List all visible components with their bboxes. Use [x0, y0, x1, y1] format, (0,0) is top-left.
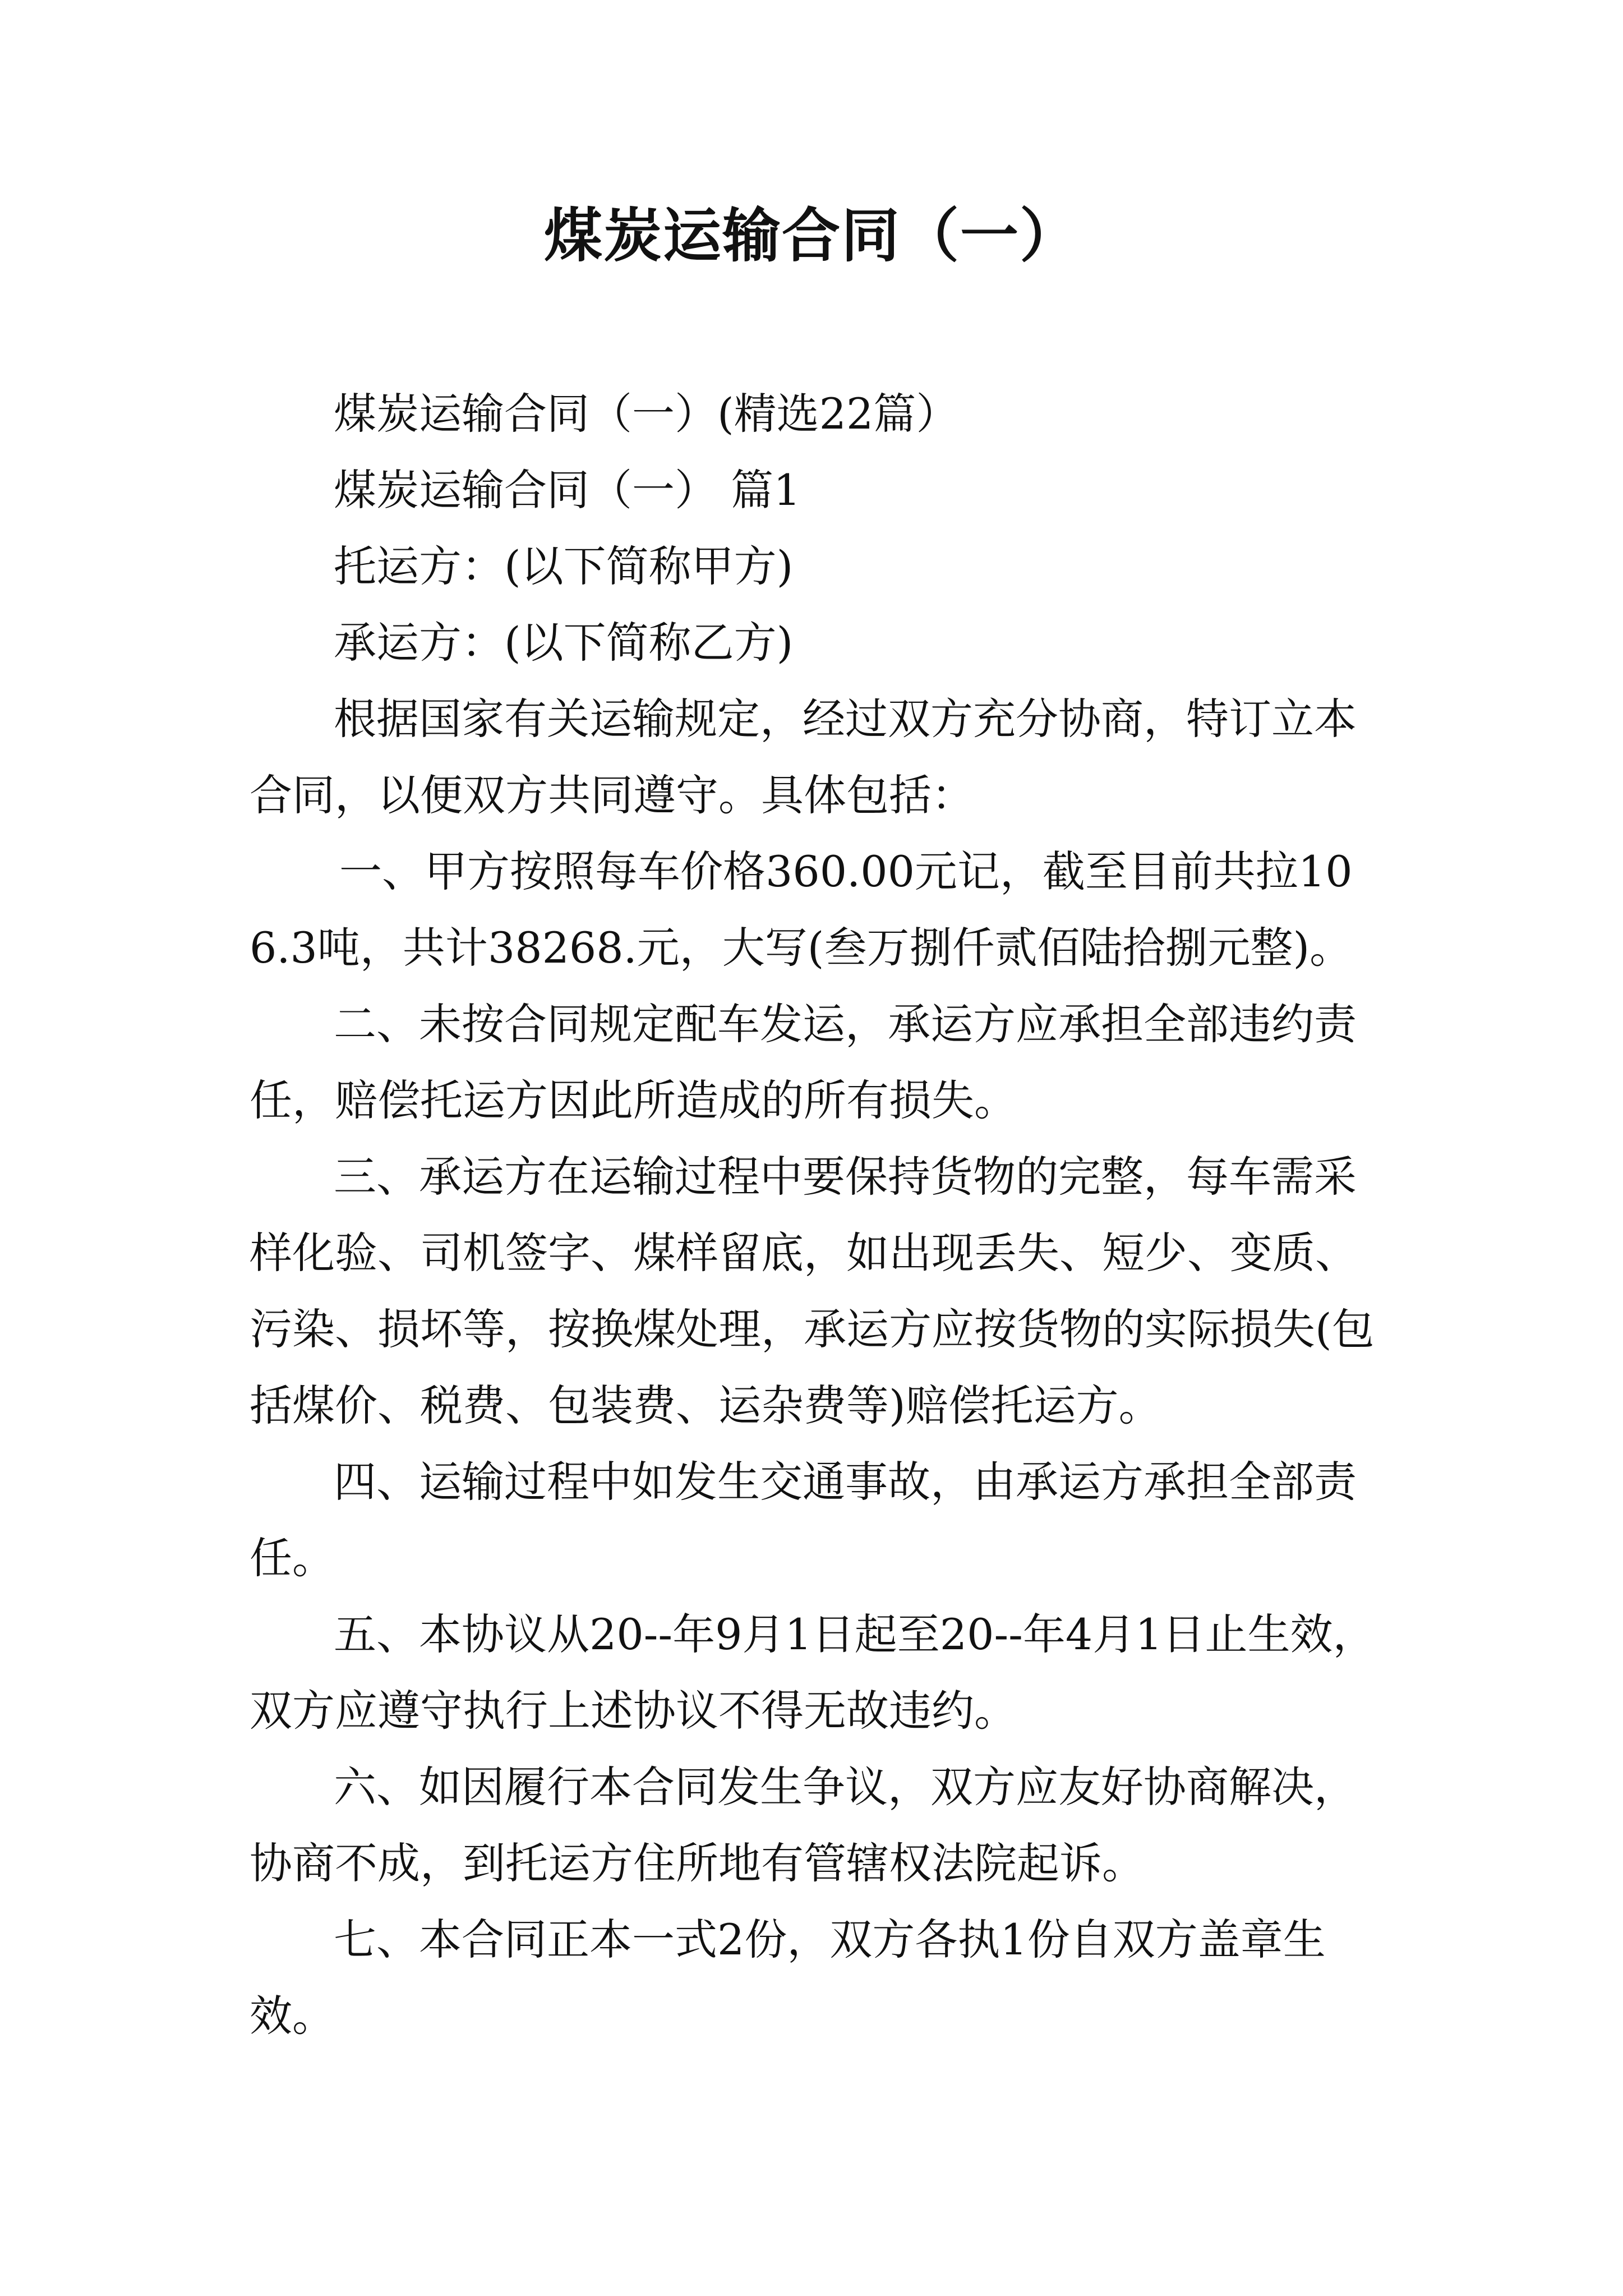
paragraph-clause-1: 一、甲方按照每车价格360.00元记，截至目前共拉106.3吨，共计38268.元，大写(叁万捌仟贰佰陆拾捌元整)。: [250, 846, 1353, 973]
paragraph-clause-2: 二、未按合同规定配车发运，承运方应承担全部违约责任，赔偿托运方因此所造成的所有损失。: [250, 999, 1357, 1125]
paragraph-clause-6: 六、如因履行本合同发生争议，双方应友好协商解决，协商不成，到托运方住所地有管辖权法院起诉。: [250, 1762, 1357, 1888]
document-body: [250, 376, 1388, 2054]
paragraph-carrier: 承运方：(以下简称乙方): [334, 618, 794, 668]
paragraph-clause-7: 七、本合同正本一式2份，双方各执1份自双方盖章生效。: [250, 1915, 1326, 2041]
paragraph-clause-3: 三、承运方在运输过程中要保持货物的完整，每车需采样化验、司机签字、煤样留底，如出现丢失、短少、变质、污染、损坏等，按换煤处理，承运方应按货物的实际损失(包括煤价、税费、包装费、运杂费等)赔偿托运方。: [250, 1152, 1375, 1430]
paragraph-section-heading: 煤炭运输合同（一） 篇1: [334, 465, 801, 515]
paragraph-clause-4: 四、运输过程中如发生交通事故，由承运方承担全部责任。: [250, 1457, 1357, 1583]
paragraph-preamble: 根据国家有关运输规定，经过双方充分协商，特订立本合同，以便双方共同遵守。具体包括：: [250, 694, 1357, 820]
paragraph-subtitle: 煤炭运输合同（一）(精选22篇）: [334, 389, 959, 439]
document-title: 煤炭运输合同（一）: [543, 201, 1079, 270]
paragraph-clause-5: 五、本协议从20--年9月1日起至20--年4月1日止生效，双方应遵守执行上述协议不得无故违约。: [250, 1609, 1376, 1736]
paragraph-shipper: 托运方：(以下简称甲方): [334, 541, 794, 591]
